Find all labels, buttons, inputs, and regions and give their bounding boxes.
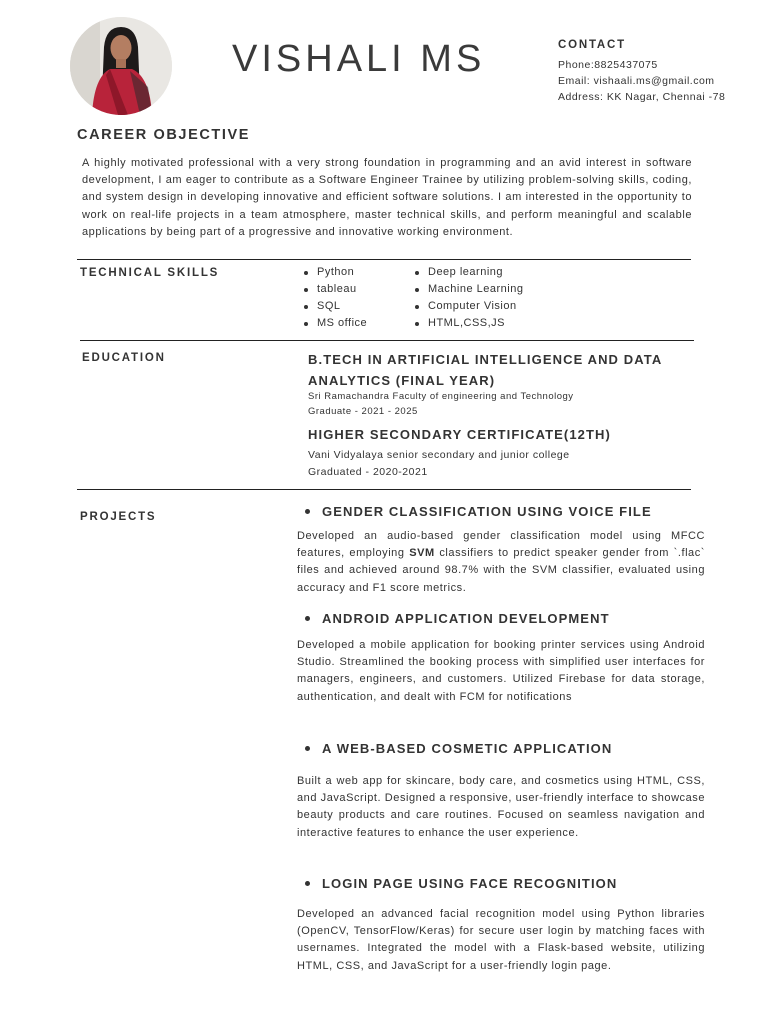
skill-item: Python [303, 264, 367, 281]
project-title: LOGIN PAGE USING FACE RECOGNITION [305, 876, 617, 891]
skills-list-right [414, 264, 523, 332]
project-title: GENDER CLASSIFICATION USING VOICE FILE [305, 504, 652, 519]
career-objective-heading: CAREER OBJECTIVE [77, 127, 251, 143]
project-title: ANDROID APPLICATION DEVELOPMENT [305, 611, 610, 626]
divider [77, 489, 691, 490]
profile-photo-illustration [70, 17, 172, 115]
divider [77, 259, 691, 260]
skill-item: tableau [303, 281, 367, 298]
contact-phone: Phone:8825437075 [558, 59, 658, 71]
skill-item: Deep learning [414, 264, 523, 281]
contact-address: Address: KK Nagar, Chennai -78 [558, 91, 726, 103]
bullet-icon [305, 881, 310, 886]
profile-photo [70, 17, 172, 115]
skill-item: SQL [303, 298, 367, 315]
bullet-icon [305, 509, 310, 514]
skill-item: Computer Vision [414, 298, 523, 315]
skills-list-left [303, 264, 367, 332]
education-heading: EDUCATION [82, 352, 166, 364]
contact-email[interactable]: Email: vishaali.ms@gmail.com [558, 75, 715, 87]
project-description: Developed a mobile application for booking printer services using Android Studio. Streamlined the booking process with simplified user interfaces for managers, engineers, and customers. Utilized Firebase for data storage, authentication, and dealt with FCM for notifications [297, 639, 705, 703]
education-degree: B.TECH IN ARTIFICIAL INTELLIGENCE AND DATA ANALYTICS (FINAL YEAR) [308, 352, 662, 388]
education-dates: Graduated - 2020-2021 [308, 466, 428, 478]
education-school: Vani Vidyalaya senior secondary and junior college [308, 449, 570, 461]
education-degree: HIGHER SECONDARY CERTIFICATE(12TH) [308, 427, 611, 442]
project-description: Developed an advanced facial recognition model using Python libraries (OpenCV, TensorFlow/Keras) for secure user login by matching faces with usernames. Integrated the model with a Flask-based website, utilizing HTML, CSS, and JavaScript for a user-friendly login page. [297, 908, 705, 972]
project-description: Developed an audio-based gender classification model using MFCC features, employing SVM classifiers to predict speaker gender from `.flac` files and achieved around 98.7% with the SVM classifier, evaluated using accuracy and F1 score metrics. [297, 530, 705, 594]
divider [80, 340, 694, 341]
contact-heading: CONTACT [558, 39, 626, 51]
project-title: A WEB-BASED COSMETIC APPLICATION [305, 741, 612, 756]
skill-item: Machine Learning [414, 281, 523, 298]
candidate-name: VISHALI MS [232, 38, 486, 80]
technical-skills-heading: TECHNICAL SKILLS [80, 267, 220, 279]
projects-heading: PROJECTS [80, 511, 157, 523]
bullet-icon [305, 746, 310, 751]
education-school: Sri Ramachandra Faculty of engineering and Technology [308, 391, 574, 402]
education-dates: Graduate - 2021 - 2025 [308, 406, 418, 417]
career-objective-text: A highly motivated professional with a very strong foundation in programming and an avid interest in software development, I am eager to contribute as a Software Engineer Trainee by utilizing problem-solving skills, coding, and system design in developing innovative and efficient software solutions. I am interested in the opportunity to work on real-life projects in a team atmosphere, master technical skills, and perform meaningful and scalable applications by being part of a progressive and innovative working environment. [82, 157, 692, 238]
project-description: Built a web app for skincare, body care, and cosmetics using HTML, CSS, and JavaScript. Designed a responsive, user-friendly interface to showcase beauty products and care routines. Focused on seamless navigation and interactive features to enhance the user experience. [297, 775, 705, 839]
skill-item: MS office [303, 315, 367, 332]
bullet-icon [305, 616, 310, 621]
skill-item: HTML,CSS,JS [414, 315, 523, 332]
